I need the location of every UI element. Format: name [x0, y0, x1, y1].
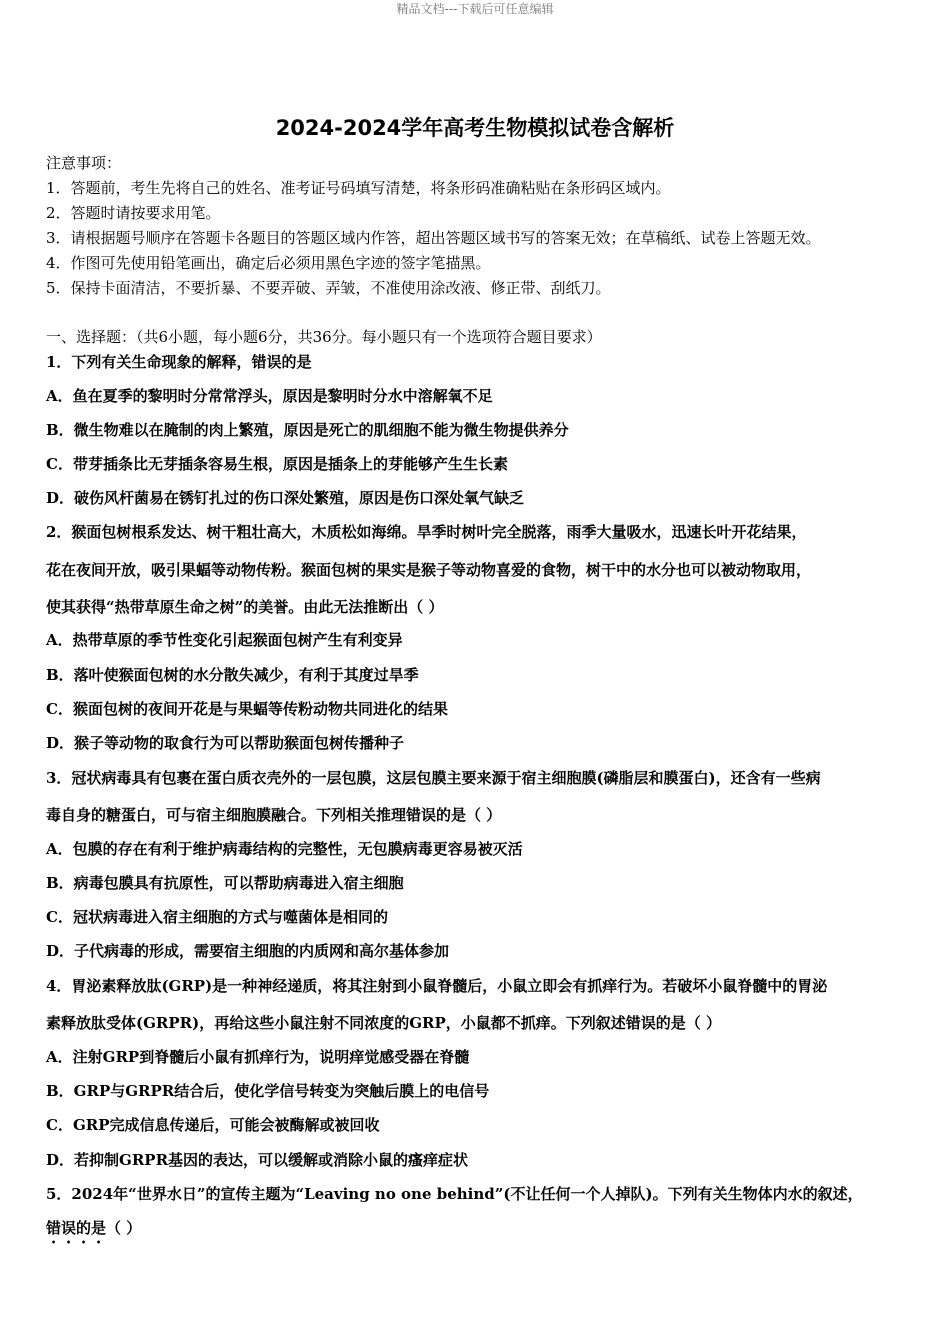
question-stem: 4．胃泌素释放肽(GRP)是一种神经递质，将其注射到小鼠脊髓后，小鼠立即会有抓痒行为。若破坏小鼠脊髓中的胃泌	[46, 977, 828, 995]
question-option: C．带芽插条比无芽插条容易生根，原因是插条上的芽能够产生生长素	[46, 455, 508, 473]
question-stem: 使其获得“热带草原生命之树”的美誉。由此无法推断出（ ）	[46, 598, 444, 616]
question-option: A．热带草原的季节性变化引起猴面包树产生有利变异	[46, 631, 403, 649]
header-watermark: 精品文档---下载后可任意编辑	[396, 2, 554, 16]
notes-item: 1．答题前，考生先将自己的姓名、准考证号码填写清楚，将条形码准确粘贴在条形码区域内。	[46, 179, 671, 197]
question-option: C．冠状病毒进入宿主细胞的方式与噬菌体是相同的	[46, 908, 388, 926]
question-stem: 3．冠状病毒具有包裹在蛋白质衣壳外的一层包膜，这层包膜主要来源于宿主细胞膜(磷脂层和膜蛋白)，还含有一些病	[46, 769, 821, 787]
question-stem: 素释放肽受体(GRPR)，再给这些小鼠注射不同浓度的GRP，小鼠都不抓痒。下列叙述错误的是（ ）	[46, 1014, 721, 1032]
question-option: C．GRP完成信息传递后，可能会被酶解或被回收	[46, 1116, 380, 1134]
notes-heading: 注意事项：	[46, 154, 122, 172]
notes-item: 2．答题时请按要求用笔。	[46, 204, 221, 222]
notes-item: 4．作图可先使用铅笔画出，确定后必须用黑色字迹的签字笔描黑。	[46, 254, 491, 272]
question-option: D．破伤风杆菌易在锈钉扎过的伤口深处繁殖，原因是伤口深处氧气缺乏	[46, 489, 525, 507]
notes-item: 3．请根据题号顺序在答题卡各题目的答题区域内作答，超出答题区域书写的答案无效；在草稿纸、试卷上答题无效。	[46, 229, 821, 247]
question-stem: 1．下列有关生命现象的解释，错误的是	[46, 353, 312, 371]
question-option: B．病毒包膜具有抗原性，可以帮助病毒进入宿主细胞	[46, 874, 404, 892]
question-option: A．注射GRP到脊髓后小鼠有抓痒行为，说明痒觉感受器在脊髓	[46, 1048, 470, 1066]
question-option: D．猴子等动物的取食行为可以帮助猴面包树传播种子	[46, 734, 405, 752]
question-stem: 2．猴面包树根系发达、树干粗壮高大，木质松如海绵。旱季时树叶完全脱落，雨季大量吸水，迅速长叶开花结果，	[46, 523, 807, 541]
question-option: A．包膜的存在有利于维护病毒结构的完整性，无包膜病毒更容易被灭活	[46, 840, 523, 858]
question-stem: 花在夜间开放，吸引果蝠等动物传粉。猴面包树的果实是猴子等动物喜爱的食物，树干中的水分也可以被动物取用，	[46, 561, 812, 579]
question-option: A．鱼在夏季的黎明时分常常浮头，原因是黎明时分水中溶解氧不足	[46, 387, 493, 405]
document-title: 2024-2024学年高考生物模拟试卷含解析	[275, 116, 675, 140]
section-heading: 一、选择题：（共6小题，每小题6分，共36分。每小题只有一个选项符合题目要求）	[46, 328, 602, 346]
question-option: D．子代病毒的形成，需要宿主细胞的内质网和高尔基体参加	[46, 942, 450, 960]
question-stem: 5．2024年“世界水日”的宣传主题为“Leaving no one behind”(不让任何一个人掉队)。下列有关生物体内水的叙述，	[46, 1185, 863, 1203]
question-stem: 错误的是（ ）	[46, 1219, 142, 1237]
question-option: B．GRP与GRPR结合后，使化学信号转变为突触后膜上的电信号	[46, 1082, 490, 1100]
question-option: D．若抑制GRPR基因的表达，可以缓解或消除小鼠的瘙痒症状	[46, 1151, 469, 1169]
question-option: C．猴面包树的夜间开花是与果蝠等传粉动物共同进化的结果	[46, 700, 448, 718]
question-option: B．落叶使猴面包树的水分散失减少，有利于其度过旱季	[46, 666, 419, 684]
question-stem: 毒自身的糖蛋白，可与宿主细胞膜融合。下列相关推理错误的是（ ）	[46, 806, 502, 824]
notes-item: 5．保持卡面清洁，不要折暴、不要弄破、弄皱，不准使用涂改液、修正带、刮纸刀。	[46, 279, 611, 297]
question-option: B．微生物难以在腌制的肉上繁殖，原因是死亡的肌细胞不能为微生物提供养分	[46, 421, 569, 439]
